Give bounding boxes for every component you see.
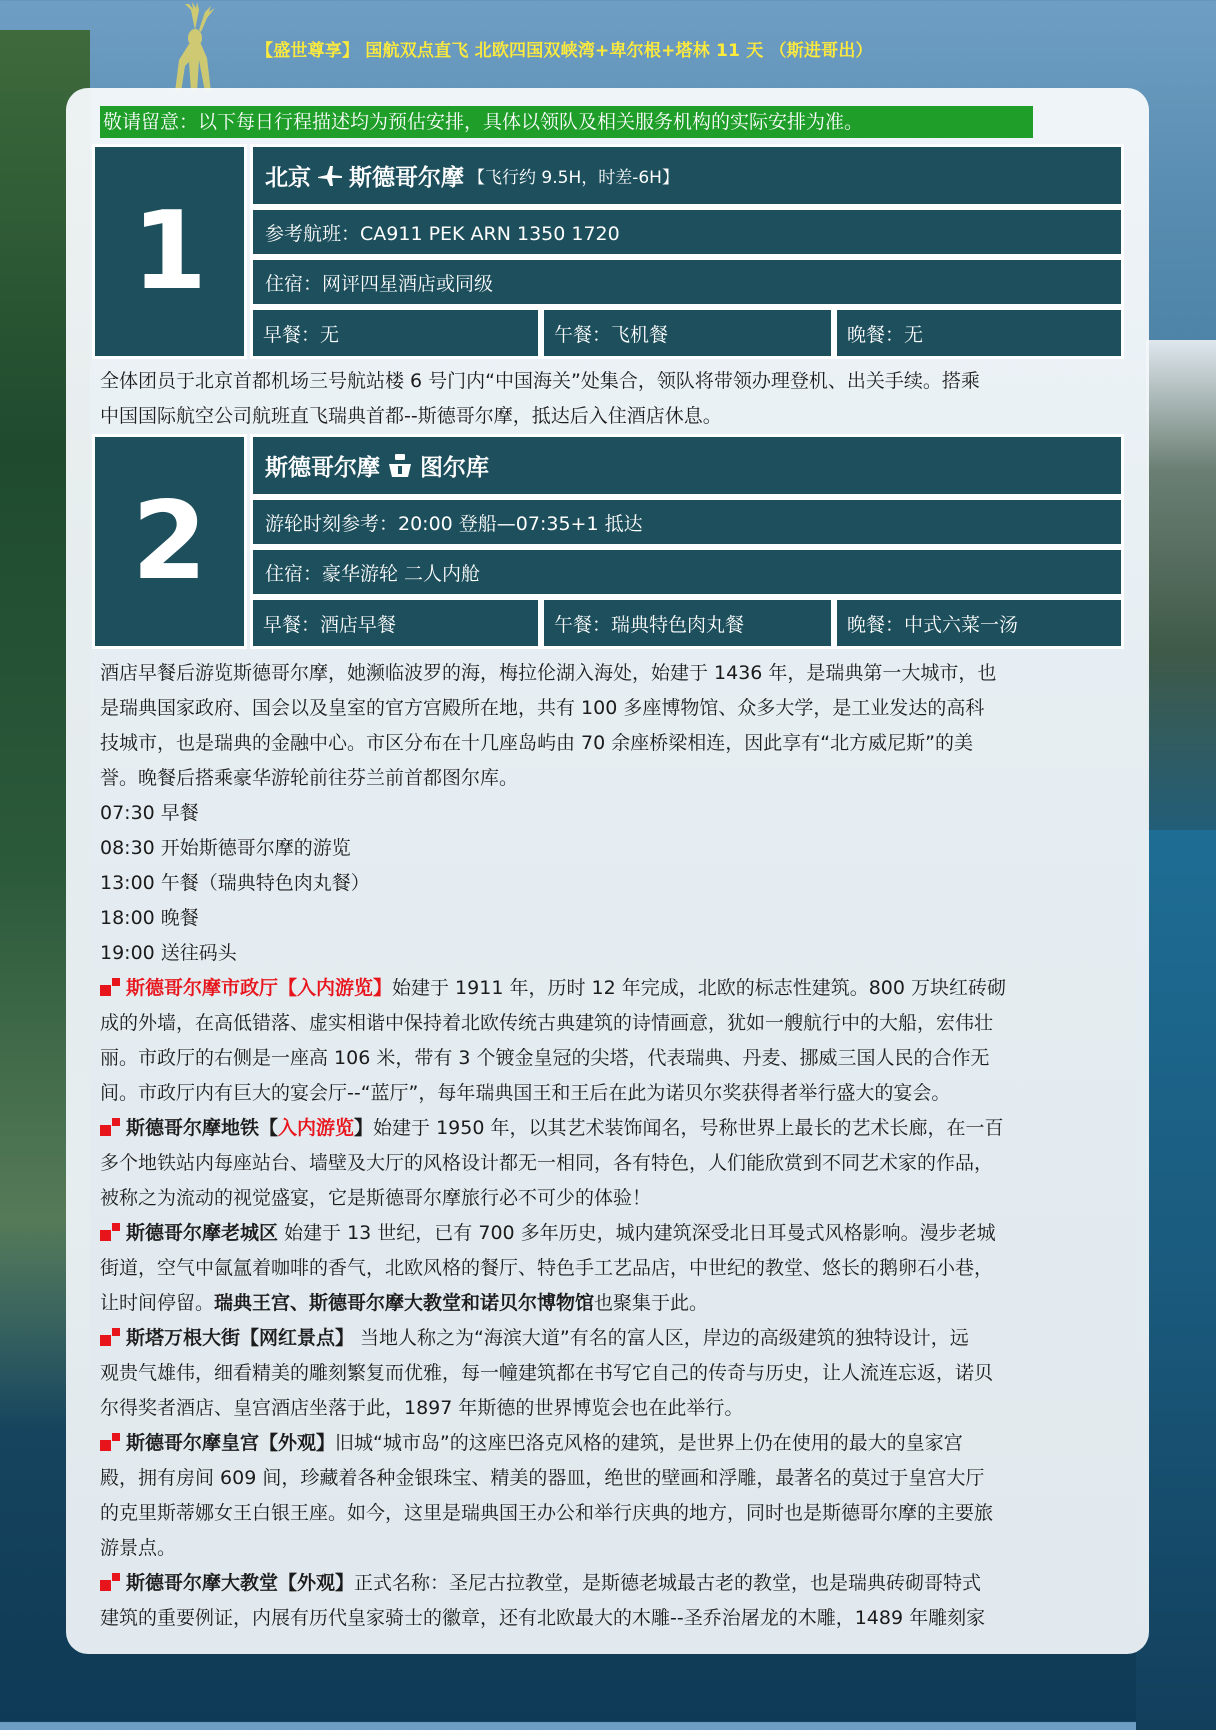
breakfast-info: 早餐：无 (250, 307, 541, 359)
red-square-bullet-icon (100, 1431, 124, 1451)
dinner-info: 晚餐：中式六菜一汤 (834, 597, 1124, 649)
hotel-info: 住宿：网评四星酒店或同级 (250, 257, 1124, 307)
sight-royal-palace: 斯德哥尔摩皇宫【外观】旧城“城市岛”的这座巴洛克风格的建筑，是世界上仍在使用的最大的皇家宫 (100, 1426, 1120, 1461)
schedule-item: 13:00 午餐（瑞典特色肉丸餐） (100, 872, 370, 894)
red-square-bullet-icon (100, 1221, 124, 1241)
schedule-item: 18:00 晚餐 (100, 907, 199, 929)
day-number: 2 (92, 434, 247, 649)
day-1-block (92, 144, 1124, 359)
airplane-icon (317, 165, 343, 187)
day-route (250, 434, 1124, 497)
hotel-info: 住宿：豪华游轮 二人内舱 (250, 547, 1124, 597)
red-square-bullet-icon (100, 1571, 124, 1591)
dinner-info: 晚餐：无 (834, 307, 1124, 359)
route-to: 图尔库 (420, 455, 489, 481)
schedule-item: 07:30 早餐 (100, 802, 199, 824)
sight-cathedral: 斯德哥尔摩大教堂【外观】正式名称：圣尼古拉教堂，是斯德老城最古老的教堂，也是瑞典砖砌哥特式 (100, 1566, 1120, 1601)
day-2-block (92, 434, 1124, 649)
schedule-item: 08:30 开始斯德哥尔摩的游览 (100, 837, 351, 859)
sight-city-hall: 斯德哥尔摩市政厅【入内游览】始建于 1911 年，历时 12 年完成，北欧的标志性建筑。800 万块红砖砌 (100, 971, 1120, 1006)
itinerary-panel (66, 88, 1149, 1654)
breakfast-info: 早餐：酒店早餐 (250, 597, 541, 649)
route-note: 【飞行约 9.5H，时差-6H】 (468, 168, 679, 188)
route-from: 斯德哥尔摩 (265, 455, 380, 481)
ship-icon (386, 452, 414, 480)
sight-metro: 斯德哥尔摩地铁【入内游览】始建于 1950 年，以其艺术装饰闻名，号称世界上最长的艺术长廊，在一百 (100, 1111, 1120, 1146)
sight-old-town: 斯德哥尔摩老城区 始建于 13 世纪，已有 700 多年历史，城内建筑深受北日耳曼式风格影响。漫步老城 (100, 1216, 1120, 1251)
day-1-description: 全体团员于北京首都机场三号航站楼 6 号门内“中国海关”处集合，领队将带领办理登机、出关手续。搭乘 中国国际航空公司航班直飞瑞典首都--斯德哥尔摩，抵达后入住酒店休息。 (100, 370, 980, 427)
route-to: 斯德哥尔摩 (349, 165, 464, 191)
route-from: 北京 (265, 165, 311, 191)
sight-strandvagen: 斯塔万根大街【网红景点】 当地人称之为“海滨大道”有名的富人区，岸边的高级建筑的独特设计，远 (100, 1321, 1120, 1356)
red-square-bullet-icon (100, 1326, 124, 1346)
cruise-info: 游轮时刻参考：20:00 登船—07:35+1 抵达 (250, 497, 1124, 547)
schedule-item: 19:00 送往码头 (100, 942, 237, 964)
red-square-bullet-icon (100, 1116, 124, 1136)
day-route (250, 144, 1124, 207)
notice-banner: 敬请留意：以下每日行程描述均为预估安排，具体以领队及相关服务机构的实际安排为准。 (100, 106, 1033, 138)
flight-info: 参考航班：CA911 PEK ARN 1350 1720 (250, 207, 1124, 257)
day-2-description: 酒店早餐后游览斯德哥尔摩，她濒临波罗的海，梅拉伦湖入海处，始建于 1436 年，是瑞典第一大城市，也 是瑞典国家政府、国会以及皇室的官方宫殿所在地，共有 100 多座博物馆、众多大学，是工业发达的高科 技城市，也是瑞典的金融中心。市区分布在十几座岛屿由 70 余座桥梁相连，因此享有“北方威尼斯”的美 誉。晚餐后搭乘豪华游轮前往芬兰前首都图尔库。 07:30 早餐 08:30 开始斯德哥尔摩的游览 13:00 午餐（瑞典特色肉丸餐） 18:00 晚餐 19:00 送往码头 斯德哥尔摩市政厅【入内游览】始建于 1911 年，历时 12 年完成，北欧的标志性建筑。800 万块红砖砌 成的外墙，在高低错落、虚实相谐中保持着北欧传统古典建筑的诗情画意，犹如一艘航行中的大船，宏伟壮 丽。市政厅的右侧是一座高 106 米，带有 3 个镀金皇冠的尖塔，代表瑞典、丹麦、挪威三国人民的合作无 间。市政厅内有巨大的宴会厅--“蓝厅”，每年瑞典国王和王后在此为诺贝尔奖获得者举行盛大的宴会。 斯德哥尔摩地铁【入内游览】始建于 1950 年，以其艺术装饰闻名，号称世界上最长的艺术长廊，在一百 多个地铁站内每座站台、墙壁及大厅的风格设计都无一相同，各有特色，人们能欣赏到不同艺术家的作品， 被称之为流动的视觉盛宴，它是斯德哥尔摩旅行必不可少的体验！ 斯德哥尔摩老城区 始建于 13 世纪，已有 700 多年历史，城内建筑深受北日耳曼式风格影响。漫步老城 街道，空气中氤氲着咖啡的香气，北欧风格的餐厅、特色手工艺品店，中世纪的教堂、悠长的鹅卵石小巷， 让时间停留。瑞典王宫、斯德哥尔摩大教堂和诺贝尔博物馆也聚集于此。 斯塔万根大街【网红景点】 当地人称之为“海滨大道”有名的富人区，岸边的高级建筑的独特设计，远 观贵气雄伟，细看精美的雕刻繁复而优雅，每一幢建筑都在书写它自己的传奇与历史，让人流连忘返，诺贝 尔得奖者酒店、皇宫酒店坐落于此，1897 年斯德的世界博览会也在此举行。 斯德哥尔摩皇宫【外观】旧城“城市岛”的这座巴洛克风格的建筑，是世界上仍在使用的最大的皇家宫 殿，拥有房间 609 间，珍藏着各种金银珠宝、精美的器皿，绝世的壁画和浮雕，最著名的莫过于皇宫大厅 的克里斯蒂娜女王白银王座。如今，这里是瑞典国王办公和举行庆典的地方，同时也是斯德哥尔摩的主要旅 游景点。 斯德哥尔摩大教堂【外观】正式名称：圣尼古拉教堂，是斯德老城最古老的教堂，也是瑞典砖砌哥特式 建筑的重要例证，内展有历代皇家骑士的徽章，还有北欧最大的木雕--圣乔治屠龙的木雕，1489 年雕刻家 (100, 656, 1120, 1636)
lunch-info: 午餐：飞机餐 (541, 307, 834, 359)
header-title: 【盛世尊享】 国航双点直飞 北欧四国双峡湾+卑尔根+塔林 11 天 （斯进哥出） (256, 41, 873, 61)
lunch-info: 午餐：瑞典特色肉丸餐 (541, 597, 834, 649)
red-square-bullet-icon (100, 976, 124, 996)
deer-logo-icon (155, 0, 235, 96)
day-number: 1 (92, 144, 247, 359)
background-mountain (1146, 340, 1216, 860)
